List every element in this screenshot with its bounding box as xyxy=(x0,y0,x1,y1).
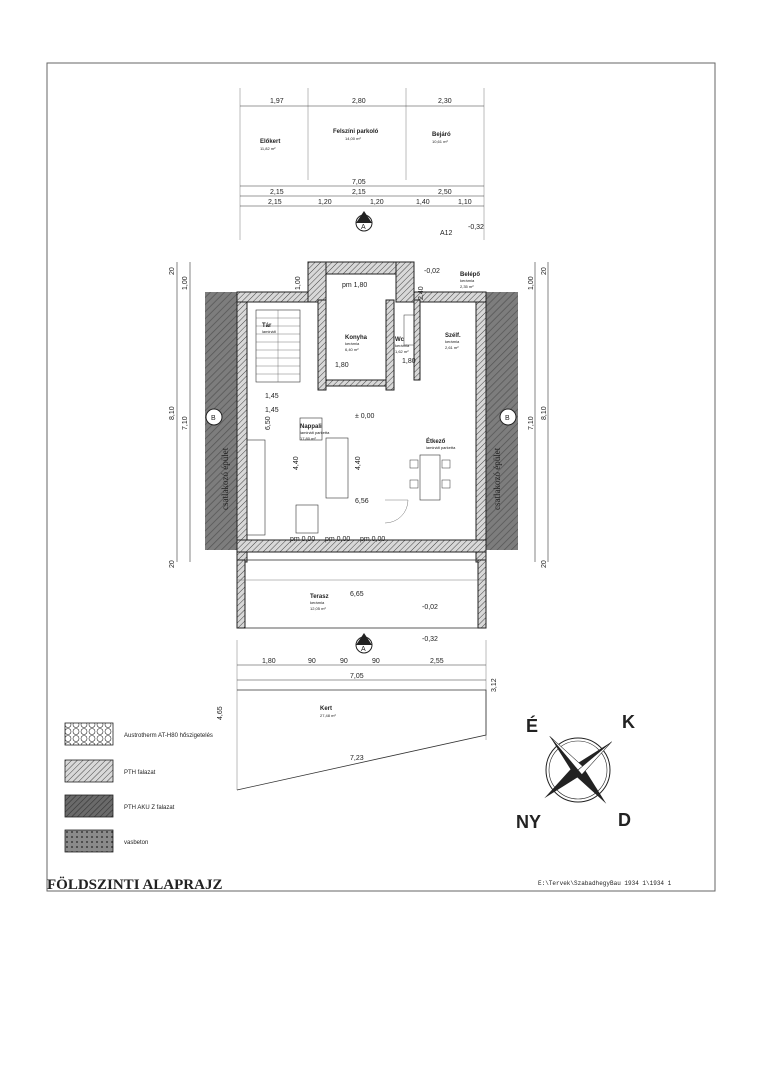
right-dim-810: 8,10 xyxy=(541,406,548,420)
room-terasz-name: Terasz xyxy=(310,594,329,600)
bottom-dim-3: 90 xyxy=(340,658,348,665)
legend-label-aku: PTH AKU Z falazat xyxy=(124,805,175,811)
room-kert-name: Kert xyxy=(320,706,333,712)
level-main: ± 0,00 xyxy=(355,413,375,420)
room-etkezo-sub: laminált parketta xyxy=(426,445,456,450)
right-dim-20b: 20 xyxy=(541,560,548,568)
bottom-dim-2: 90 xyxy=(308,658,316,665)
legend-swatch-insulation xyxy=(65,723,113,745)
room-konyha-sub: kerámia xyxy=(345,341,360,346)
top-dim-r3-4: 1,40 xyxy=(416,199,430,206)
inner-dim-440b: 4,40 xyxy=(355,456,362,470)
file-path: E:\Tervek\SzabadhegyBau 1934 1\1934 1 xyxy=(538,880,672,887)
sofa xyxy=(326,438,348,498)
legend-swatch-aku xyxy=(65,795,113,817)
legend xyxy=(65,723,213,852)
compass-north-label: É xyxy=(526,716,539,736)
room-belepo-name: Belépő xyxy=(460,272,481,278)
armchair-bottom xyxy=(296,505,318,533)
level-pm-door-2: pm 0,00 xyxy=(325,536,351,543)
top-dim-2: 2,80 xyxy=(352,98,366,105)
kert-dim-465: 4,65 xyxy=(217,706,224,720)
left-dim-810: 8,10 xyxy=(169,406,176,420)
level-a: -0,02 xyxy=(424,268,440,275)
inner-dim-440a: 4,40 xyxy=(293,456,300,470)
top-dim-r2-2: 2,15 xyxy=(352,189,366,196)
inner-dim-145b: 1,45 xyxy=(265,393,279,400)
top-dim-r3-5: 1,10 xyxy=(458,199,472,206)
room-tar-sub: laminált xyxy=(262,329,276,334)
chair-4 xyxy=(442,480,450,488)
bejaro-area: 10,61 m² xyxy=(432,139,448,144)
compass-south-label: D xyxy=(618,810,631,830)
garden xyxy=(217,678,498,790)
room-szelfogo-name: Szélf. xyxy=(445,333,461,339)
room-wc-area: 1,62 m² xyxy=(395,349,409,354)
legend-swatch-concrete xyxy=(65,830,113,852)
bottom-dim-5: 2,55 xyxy=(430,658,444,665)
right-dim-100: 1,00 xyxy=(528,276,535,290)
top-dim-total: 7,05 xyxy=(352,179,366,186)
dining-table xyxy=(420,455,440,500)
inner-dim-180b: 1,80 xyxy=(402,358,416,365)
kert-dim-312: 3,12 xyxy=(491,678,498,692)
bottom-dim-total: 7,05 xyxy=(350,673,364,680)
outer-areas xyxy=(260,129,451,151)
level-pm-door-1: pm 0,00 xyxy=(290,536,316,543)
sheet-border xyxy=(47,63,715,891)
chair-2 xyxy=(410,480,418,488)
left-dim-20b: 20 xyxy=(169,560,176,568)
level-c: -0,02 xyxy=(422,604,438,611)
compass-rose xyxy=(516,708,640,832)
top-dim-r2-1: 2,15 xyxy=(270,189,284,196)
room-szelfogo-area: 2,61 m² xyxy=(445,345,459,350)
left-dim-100: 1,00 xyxy=(182,276,189,290)
level-pm-door-3: pm 0,00 xyxy=(360,536,386,543)
room-szelfogo-sub: kerámia xyxy=(445,339,460,344)
legend-label-concrete: vasbeton xyxy=(124,840,149,846)
wc-basin xyxy=(404,315,414,345)
top-dim-r3-3: 1,20 xyxy=(370,199,384,206)
room-konyha-area: 6,40 m² xyxy=(345,347,359,352)
section-b-right: B xyxy=(505,415,510,422)
room-nappali-sub: laminált parketta xyxy=(300,430,330,435)
left-dim-20a: 20 xyxy=(169,267,176,275)
level-b: -0,32 xyxy=(468,224,484,231)
top-dim-r3-1: 2,15 xyxy=(268,199,282,206)
section-a-top: A xyxy=(361,224,366,231)
cabinet xyxy=(247,440,265,535)
compass-west-label: NY xyxy=(516,812,542,832)
kert-dim-723: 7,23 xyxy=(350,755,364,762)
inner-dim-665: 6,65 xyxy=(350,591,364,598)
left-side-label: csatlakozó épület xyxy=(220,447,230,510)
left-dim-710: 7,10 xyxy=(182,416,189,430)
section-a-bottom: A xyxy=(361,646,366,653)
room-terasz-sub: kerámia xyxy=(310,600,325,605)
bottom-dim-4: 90 xyxy=(372,658,380,665)
room-belepo-area: 2,35 m² xyxy=(460,284,474,289)
top-dim-1: 1,97 xyxy=(270,98,284,105)
inner-dim-240: 2,40 xyxy=(418,286,425,300)
room-tar-name: Tár xyxy=(262,323,272,329)
room-konyha-name: Konyha xyxy=(345,335,368,341)
elokert-area: 11,82 m² xyxy=(260,146,276,151)
level-pm-top: pm 1,80 xyxy=(342,282,368,289)
top-dim-r2-3: 2,50 xyxy=(438,189,452,196)
section-b-left: B xyxy=(211,415,216,422)
right-side-label: csatlakozó épület xyxy=(492,447,502,510)
right-dim-20a: 20 xyxy=(541,267,548,275)
inner-dim-656: 6,56 xyxy=(355,498,369,505)
legend-label-brick: PTH falazat xyxy=(124,770,156,776)
chair-1 xyxy=(410,460,418,468)
door-swing xyxy=(385,500,408,523)
legend-swatch-brick xyxy=(65,760,113,782)
room-wc-sub: kerámia xyxy=(395,343,410,348)
bottom-dim-1: 1,80 xyxy=(262,658,276,665)
elokert-name: Előkert xyxy=(260,139,281,145)
inner-dim-145a: 1,45 xyxy=(265,407,279,414)
staircase xyxy=(256,310,300,382)
section-a12: A12 xyxy=(440,230,453,237)
legend-label-insulation: Austrotherm AT-H80 hőszigetelés xyxy=(124,733,213,739)
chair-3 xyxy=(442,460,450,468)
room-belepo-sub: kerámia xyxy=(460,278,475,283)
top-dim-3: 2,30 xyxy=(438,98,452,105)
room-kert-area: 27,48 m² xyxy=(320,713,336,718)
room-wc-name: Wc xyxy=(395,337,404,343)
room-nappali-name: Nappali xyxy=(300,424,322,430)
right-dim-710: 7,10 xyxy=(528,416,535,430)
level-d: -0,32 xyxy=(422,636,438,643)
inner-dim-650: 6,50 xyxy=(265,416,272,430)
parkolo-name: Felszíni parkoló xyxy=(333,129,379,135)
room-etkezo-name: Étkező xyxy=(426,439,446,445)
room-terasz-area: 12,05 m² xyxy=(310,606,326,611)
plan-title: FÖLDSZINTI ALAPRAJZ xyxy=(47,877,223,893)
inner-dim-180a: 1,80 xyxy=(335,362,349,369)
compass-east-label: K xyxy=(622,712,635,732)
inner-dim-100: 1,00 xyxy=(295,276,302,290)
bottom-dimensions xyxy=(237,640,486,790)
bejaro-name: Bejáró xyxy=(432,132,451,138)
room-nappali-area: 17,80 m² xyxy=(300,436,316,441)
parkolo-area: 14,00 m² xyxy=(345,136,361,141)
top-dim-r3-2: 1,20 xyxy=(318,199,332,206)
